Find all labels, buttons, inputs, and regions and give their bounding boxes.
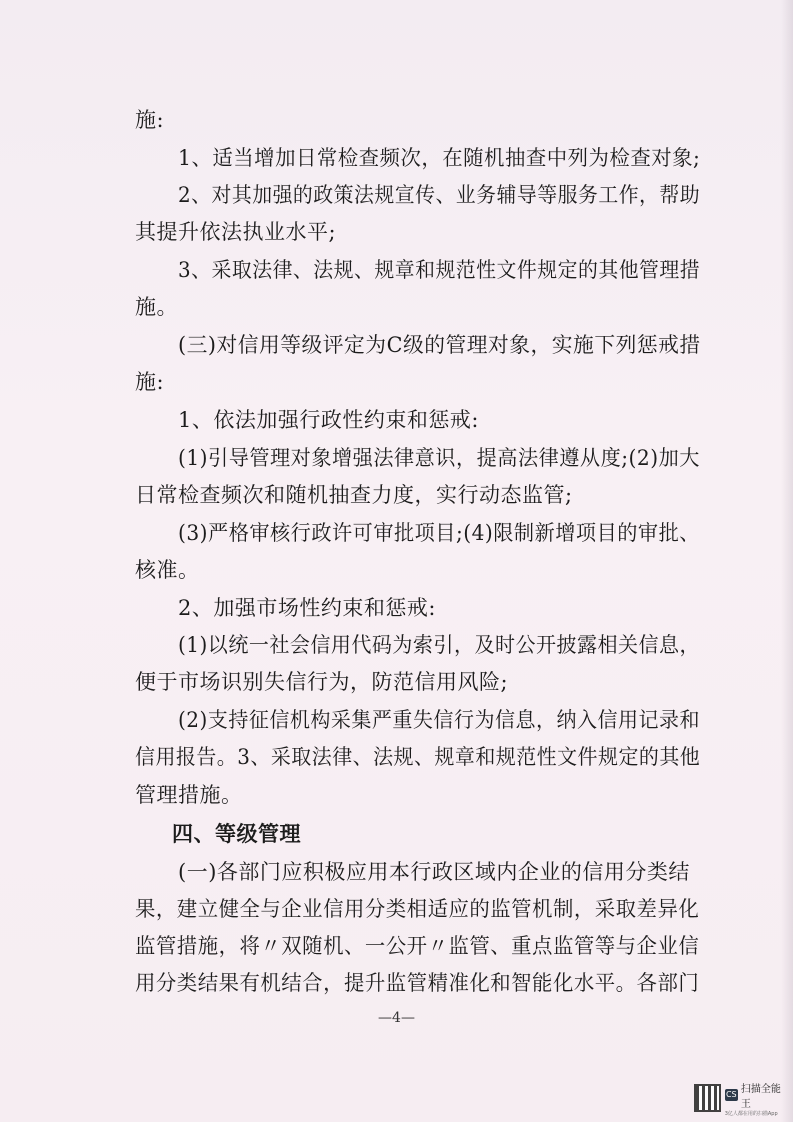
text-line: 施:: [135, 108, 165, 132]
scanner-watermark: [694, 1078, 788, 1118]
text-line: 管理措施。: [135, 783, 243, 807]
watermark-brand: [725, 1080, 788, 1117]
text-line: 信用报告。3、采取法律、法规、规章和规范性文件规定的其他: [135, 745, 701, 769]
page-number: —4—: [378, 1010, 415, 1026]
text-line: 施。: [135, 295, 178, 319]
camscanner-icon: CS: [725, 1089, 737, 1099]
watermark-brand-name: 扫描全能王: [740, 1083, 781, 1110]
watermark-tagline: 3亿人都在用的扫描App: [724, 1110, 778, 1117]
qr-code-icon: [694, 1084, 721, 1112]
text-line: (2)支持征信机构采集严重失信行为信息，纳入信用记录和: [178, 708, 701, 732]
text-line: (1)引导管理对象增强法律意识，提高法律遵从度;(2)加大: [178, 446, 700, 470]
text-line: 用分类结果有机结合，提升监管精准化和智能化水平。各部门: [135, 971, 700, 995]
text-line: 1、适当增加日常检查频次，在随机抽查中列为检查对象;: [178, 146, 701, 170]
text-line: (三)对信用等级评定为C级的管理对象，实施下列惩戒措: [178, 333, 701, 357]
text-line: (一)各部门应积极应用本行政区域内企业的信用分类结: [178, 860, 690, 884]
text-line: 1、依法加强行政性约束和惩戒:: [178, 408, 479, 432]
text-line: (3)严格审核行政许可审批项目;(4)限制新增项目的审批、: [178, 521, 700, 545]
section-heading: 四、等级管理: [172, 822, 301, 846]
text-line: (1)以统一社会信用代码为索引，及时公开披露相关信息，: [178, 633, 701, 657]
text-line: 果，建立健全与企业信用分类相适应的监管机制，采取差异化: [135, 897, 700, 921]
text-line: 监管措施，将〃双随机、一公开〃监管、重点监管等与企业信: [135, 934, 700, 958]
scan-edge-shadow: [781, 0, 793, 1122]
text-line: 日常检查频次和随机抽查力度，实行动态监管;: [135, 483, 573, 507]
text-line: 2、对其加强的政策法规宣传、业务辅导等服务工作，帮助: [178, 183, 701, 207]
text-line: 核准。: [135, 558, 200, 582]
text-line: 便于市场识别失信行为，防范信用风险;: [135, 670, 509, 694]
text-line: 2、加强市场性约束和惩戒:: [178, 596, 436, 620]
text-line: 施:: [135, 370, 165, 394]
text-line: 3、采取法律、法规、规章和规范性文件规定的其他管理措: [178, 258, 701, 282]
text-line: 其提升依法执业水平;: [135, 220, 337, 244]
